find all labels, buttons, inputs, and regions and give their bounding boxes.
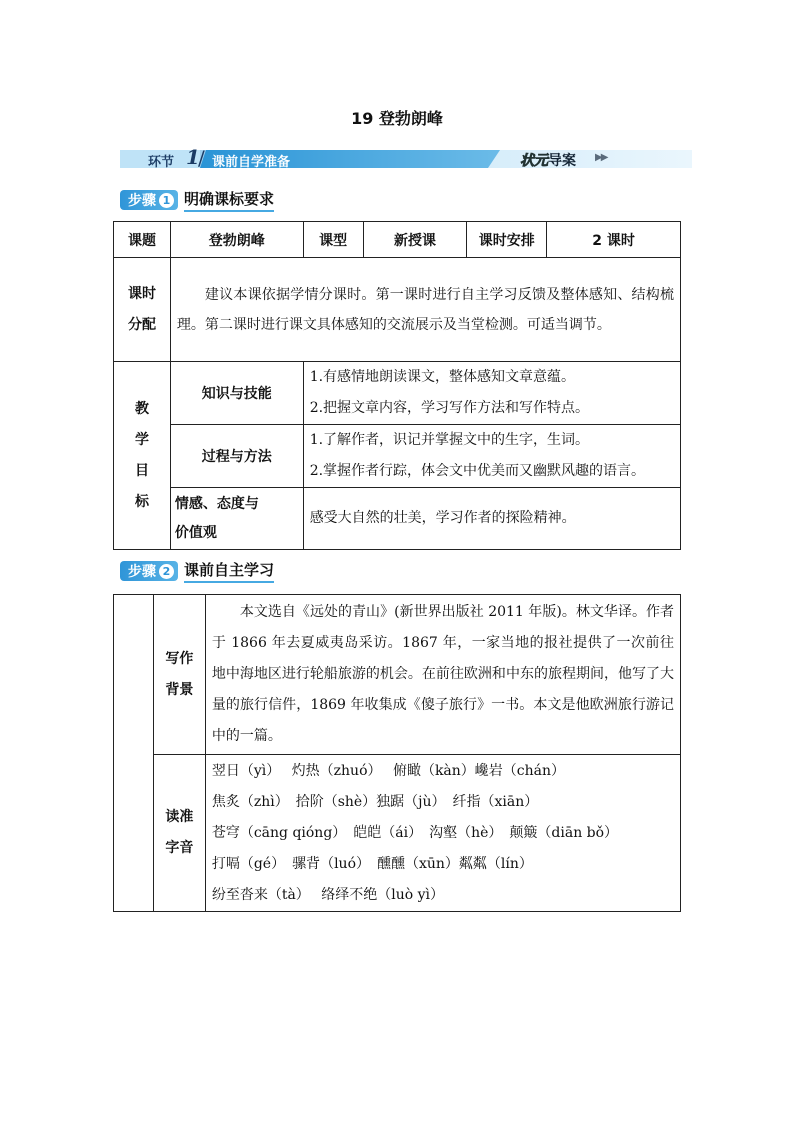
banner-right-b: 导案 — [548, 153, 576, 169]
prestudy-blank-cell — [114, 595, 154, 912]
qinggan-text: 感受大自然的壮美，学习作者的探险精神。 — [303, 488, 680, 550]
pinyin-line-5: 纷至沓来（tà） 络绎不绝（luò yì） — [211, 886, 445, 903]
step1-title: 明确课标要求 — [184, 188, 274, 212]
xiezuo-label-1: 写作 — [165, 650, 194, 667]
mubiao-label — [114, 362, 171, 550]
step2-tag — [120, 561, 178, 581]
xiezuo-text: 本文选自《远处的青山》(新世界出版社 2011 年版)。林文华译。作者于 1866 年去夏威夷岛采访。1867 年，一家当地的报社提供了一次前往地中海地区进行轮船旅游的机会。在前往欧洲和中东的旅程期间，他写了大量的旅行信件，1869 年收集成《傻子旅行》一书。本文是他欧洲旅行游记中的一篇。 — [205, 595, 680, 755]
qinggan-label-2: 价值观 — [174, 524, 217, 541]
duzhun-label-2: 字音 — [165, 840, 194, 856]
banner-huanjie-label: 环节 — [148, 155, 175, 170]
guocheng-label: 过程与方法 — [170, 425, 303, 488]
zhishi-line-1: 1.有感情地朗读课文，整体感知文章意蕴。 — [309, 369, 576, 385]
mubiao-char-4: 标 — [134, 493, 149, 510]
fenpei-label-2: 分配 — [127, 316, 156, 333]
section-banner — [120, 145, 692, 170]
banner-slash-icon: / — [198, 146, 205, 170]
step1-number: 1 — [159, 193, 174, 208]
mubiao-char-3: 目 — [134, 462, 149, 479]
guocheng-line-2: 2.掌握作者行踪，体会文中优美而又幽默风趣的语言。 — [309, 463, 646, 479]
keti-value: 登勃朗峰 — [170, 222, 303, 258]
double-arrow-icon: ▶▶ — [595, 152, 607, 163]
zhishi-content — [303, 362, 680, 425]
anpai-label: 课时安排 — [467, 222, 547, 258]
duzhun-label — [153, 755, 205, 912]
guocheng-line-1: 1.了解作者，识记并掌握文中的生字，生词。 — [309, 432, 590, 448]
curriculum-table — [113, 221, 681, 550]
duzhun-label-1: 读准 — [165, 809, 194, 825]
pinyin-line-4: 打嗝（gé） 骡背（luó） 醺醺（xūn）粼粼（lín） — [211, 855, 533, 872]
duzhun-content — [205, 755, 680, 912]
step2-header — [120, 560, 274, 582]
banner-right-a: 状元 — [520, 153, 548, 169]
zhishi-label: 知识与技能 — [170, 362, 303, 425]
banner-section-title: 课前自学准备 — [212, 155, 291, 170]
step2-number: 2 — [159, 564, 174, 579]
xiezuo-label — [153, 595, 205, 755]
step1-tag — [120, 190, 178, 210]
step2-title: 课前自主学习 — [184, 559, 274, 583]
qinggan-label-1: 情感、态度与 — [174, 495, 259, 512]
pinyin-line-2: 焦炙（zhì） 拾阶（shè）独踞（jù） 纤指（xiān） — [211, 793, 539, 810]
mubiao-char-1: 教 — [134, 400, 149, 417]
qinggan-label — [170, 488, 303, 550]
fenpei-label — [114, 258, 171, 362]
prestudy-table — [113, 594, 681, 912]
mubiao-char-2: 学 — [134, 431, 149, 448]
banner-number: 1 — [186, 145, 200, 169]
anpai-value: 2 课时 — [547, 222, 681, 258]
step1-tag-text: 步骤 — [128, 193, 156, 209]
fenpei-label-1: 课时 — [127, 285, 156, 302]
banner-right-title — [520, 150, 576, 170]
step1-header — [120, 189, 274, 211]
kexing-label: 课型 — [303, 222, 363, 258]
kexing-value: 新授课 — [363, 222, 467, 258]
zhishi-line-2: 2.把握文章内容，学习写作方法和写作特点。 — [309, 400, 590, 416]
pinyin-line-1: 翌日（yì） 灼热（zhuó） 俯瞰（kàn）巉岩（chán） — [211, 762, 566, 779]
xiezuo-label-2: 背景 — [165, 681, 194, 698]
page-title: 19 登勃朗峰 — [351, 109, 443, 128]
keti-label: 课题 — [114, 222, 171, 258]
guocheng-content — [303, 425, 680, 488]
pinyin-line-3: 苍穹（cāng qióng） 皑皑（ái） 沟壑（hè） 颠簸（diān bǒ） — [211, 824, 619, 841]
step2-tag-text: 步骤 — [128, 564, 156, 580]
fenpei-text: 建议本课依据学情分课时。第一课时进行自主学习反馈及整体感知、结构梳理。第二课时进行课文具体感知的交流展示及当堂检测。可适当调节。 — [170, 258, 680, 362]
